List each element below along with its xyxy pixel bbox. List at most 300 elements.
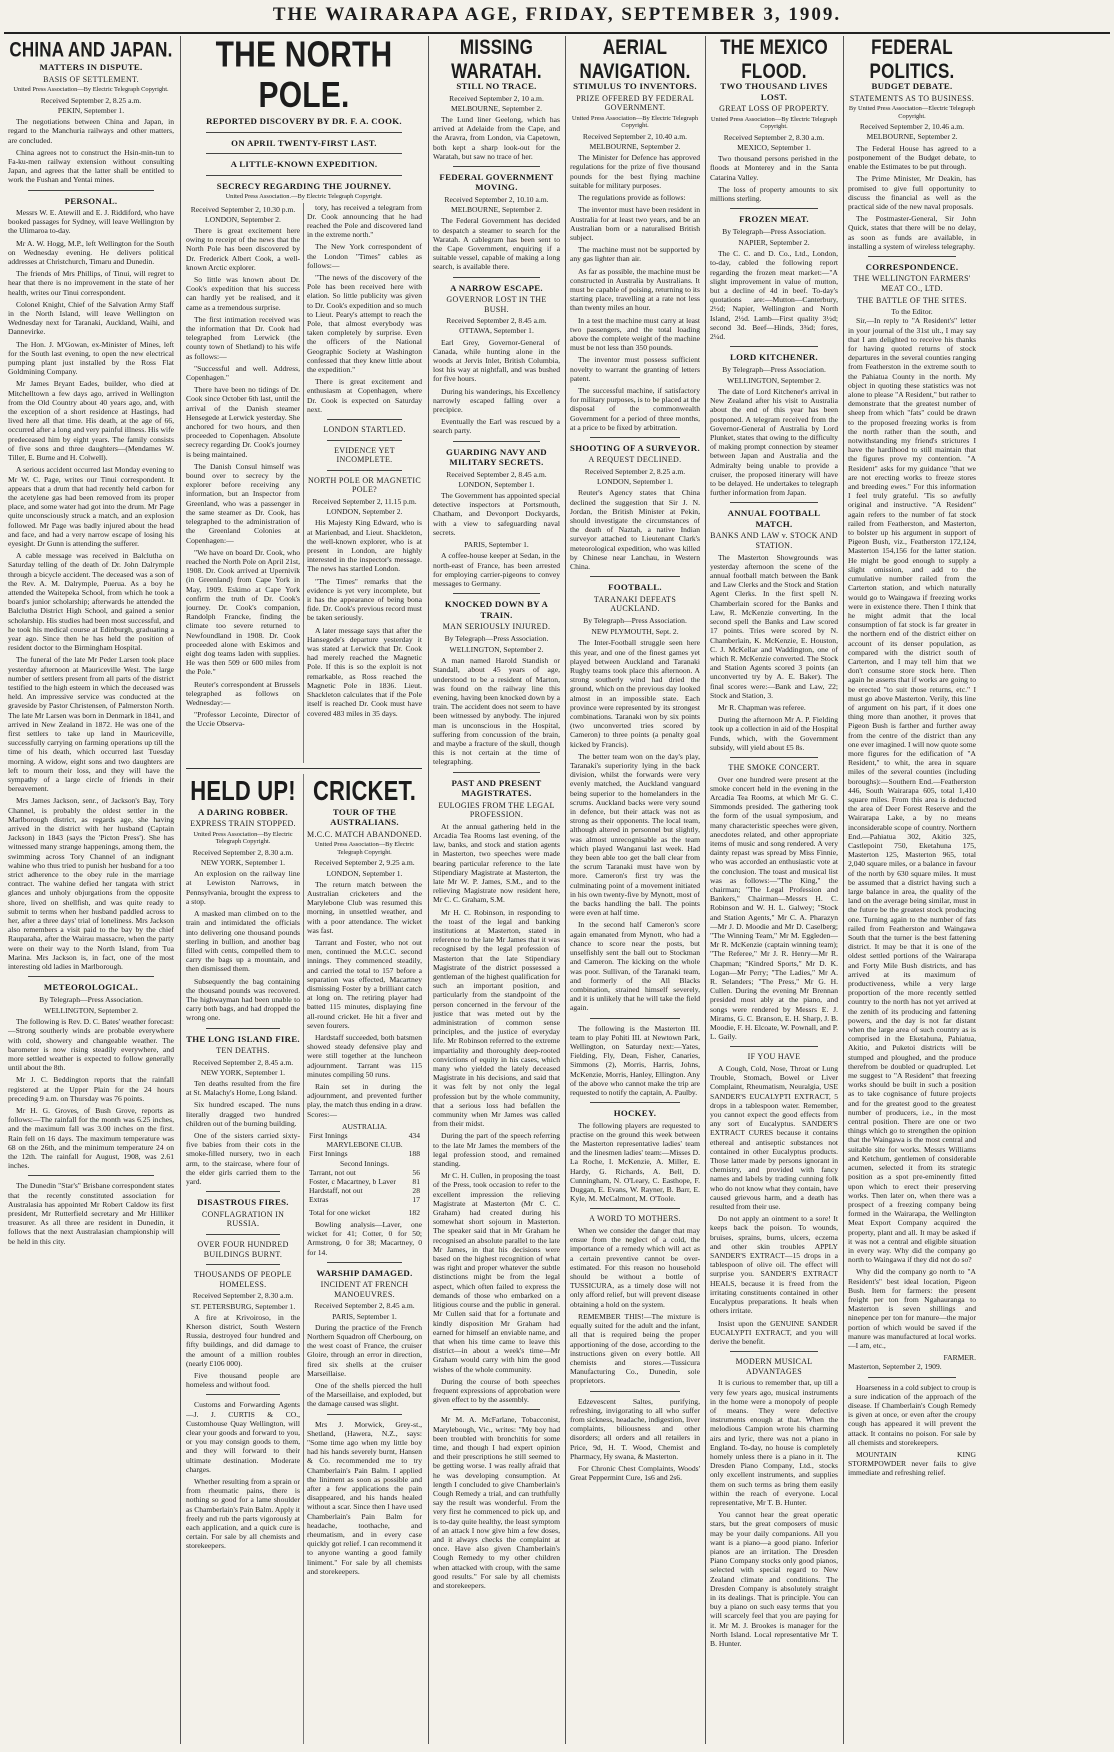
divider: [868, 1377, 956, 1378]
divider: [327, 1262, 402, 1263]
article-paragraph: The C. C. and D. Co., Ltd., London, to-day, cabled the following report regarding the frozen meat market:—"A slight improvement in value of mutton, but a decline of 4d in beef. To-day's quotations are:—Mutton—Canterbury, 2½d; Napier, Wellington and North Island, 2½d. Lamb—First quality 3½d; second 3d. Beef—Hinds, 3¾d; fores, 2¼d.: [710, 249, 838, 341]
article-paragraph: The date of Lord Kitchener's arrival in New Zealand after his visit to Australia about the end of this year has been postponed. A telegram received from the Governor-General of Australia by Lord Plunket, states that owing to the difficulty of making prompt connection by steamer between Japan and Australia and the Admiralty being unable to provide a cruiser, the proposed itinerary will have to be delayed. He undertakes to telegraph further information from Japan.: [710, 387, 838, 498]
section-heading-disastrous-fires: DISASTROUS FIRES.: [197, 1197, 289, 1208]
score-value: 17: [412, 1195, 420, 1205]
article-paragraph: The Government has appointed special detective inspectors at Portsmouth, Chatham, and Devonport Dockyards, with a view to safeguarding naval secrets.: [433, 491, 560, 537]
article-paragraph: The Hon. J. M'Gowan, ex-Minister of Mines, left for the South last evening, to open the new electrical pumping plant just installed by the Ross Flat Goldmining Company.: [8, 339, 174, 377]
place-line: NEW YORK, September 1.: [200, 858, 286, 868]
article-paragraph: The first intimation received was the information that Dr. Cook had telegraphed from Lerwick (the county town of Shetland) to his wife as follows:—: [186, 314, 300, 361]
article-paragraph: The successful machine, if satisfactory for military purposes, is to be placed at the disposal of the commonwealth Government for a period of three months, at a price to be fixed by arbitration.: [570, 385, 700, 432]
column-china-japan: [8, 36, 174, 1744]
subhead: BUDGET DEBATE.: [871, 81, 953, 91]
dateline: Received September 2, 8.25 a.m.: [584, 467, 686, 477]
article-paragraph: "Professor Lecointe, Director of the Uccie Observa-: [186, 710, 300, 729]
section-heading-guarding-secrets: GUARDING NAVY AND MILITARY SECRETS.: [446, 446, 547, 468]
article-paragraph: In the second half Cameron's score again emanated from Mynott, who had a chance to score near the posts, but unselfishly sent the ball out to Stockman and Cameron. The kicking on the whole was poor. Sullivan, of the Taranaki team, and formerly of the All Blacks combination, strained himself severely, and it is unlikely that he will take the field again.: [570, 920, 700, 1013]
dateline: Received September 2, 8.30 a.m.: [192, 847, 294, 857]
advertisement-paragraph: Edzevescent Saltes, purifying, refreshing, invigorating to all who suffer from sickness, headache, indigestion, liver complaints, biliousness and other disorders; all orders and all retailers in Price, 9d, H. T. Wood, Chemist and Pharmacy, Hy swana, & Masterton.: [570, 1396, 700, 1461]
place-line: ST. PETERSBURG, September 1.: [190, 1301, 296, 1311]
score-row: [307, 1195, 422, 1204]
place-line: LONDON, September 2.: [205, 214, 281, 224]
letter-signature: FARMER.: [943, 1353, 976, 1363]
subcolumn-right: [307, 203, 422, 763]
subhead: A REQUEST DECLINED.: [588, 455, 682, 465]
score-label: First Innings: [309, 1131, 348, 1141]
dateline: Received September 2, 8.45 a.m.: [446, 469, 547, 479]
subhead: TEN DEATHS.: [216, 1046, 270, 1056]
article-paragraph: The negotiations between China and Japan, in regard to the Manchuria railways and other matters, are concluded.: [8, 117, 174, 145]
subhead: THE BATTLE OF THE SITES.: [857, 295, 967, 305]
article-paragraph: China agrees not to construct the Hsin-min-tun to Fa-ku-men railway extension without consulting Japan, and agrees that the latter shall be entitled to work the Fushan and Yentai mines.: [8, 147, 174, 185]
article-paragraph: His Majesty King Edward, who is at Marienbad, and Lieut. Shackleton, the well-known explorer, who is at present in London, are highly interested in the inspector's message. The news has startled London.: [307, 518, 422, 574]
article-paragraph: During the course of both speeches frequent expressions of approbation were given effect to by the assembly.: [433, 1376, 560, 1405]
team-name: MARYLEBONE CLUB.: [326, 1140, 403, 1150]
subhead: STATEMENTS AS TO BUSINESS.: [849, 93, 975, 103]
section-heading-meteorological: METEOROLOGICAL.: [43, 982, 139, 993]
section-heading-surveyor: SHOOTING OF A SURVEYOR.: [570, 442, 700, 453]
column-mexico-flood: [710, 36, 838, 1744]
headline-missing-waratah: MISSING WARATAH.: [451, 36, 542, 83]
advertisement-paragraph: Customs and Forwarding Agents—J. J. CURTIS & CO., Customhouse Quay Wellington, will clear your goods and forward to you, or you may consign goods to them, and they will forward to their ultimate destination. Moderate charges.: [186, 1400, 300, 1474]
divider: [453, 1409, 540, 1410]
article-paragraph: As far as possible, the machine must be constructed in Australia by Australians. It must be capable of poising, returning to its starting place, travelling at a rate not less than twenty miles an hour.: [570, 266, 700, 313]
article-paragraph: "We have on board Dr. Cook, who reached the North Pole on April 21st, 1908. Dr. Cook arrived at Upernivik (in Greenland) from Cape York in May, 1909. Eskimo at Cape York confirm the truth of Dr. Cook's journey. Dr. Cook's companion, Randolph Francke, finding the climate too severe returned to Newfoundland in 1908. Dr. Cook proceeded alone with Eskimos and eight dog teams laden with supplies. He was then 509 or 600 miles from the Pole.": [186, 547, 300, 677]
subcolumn-held-up: [186, 774, 300, 1744]
article-paragraph: During his wanderings, his Excellency narrowly escaped falling over a precipice.: [433, 386, 560, 415]
divider: [327, 470, 402, 471]
subhead: MAN SERIOUSLY INJURED.: [442, 622, 551, 632]
article-paragraph: Messrs W. E. Atewill and E. J. Riddiford, who have booked passages for Sydney, will leave Wellington by the Ulimaroa to-day.: [8, 208, 174, 236]
subhead: EULOGIES FROM THE LEGAL PROFESSION.: [438, 800, 555, 820]
article-paragraph: "Successful and well. Address, Copenhagen.": [186, 363, 300, 383]
dateline: Received September 2, 8.30 a.m.: [723, 132, 825, 142]
article-paragraph: The friends of Mrs Phillips, of Tinui, will regret to hear that there is no improvement in the state of her health, writes our Tinui correspondent.: [8, 269, 174, 297]
divider: [730, 1351, 818, 1352]
article-paragraph: Reuter's correspondent at Brussels telegraphed as follows on Wednesday:—: [186, 679, 300, 707]
article-paragraph: The Postmaster-General, Sir John Quick, states that there will be no delay, as soon as funds are available, in installing a system of wireless telegraphy.: [848, 214, 976, 251]
advertisement-paragraph: REMEMBER THIS!—The mixture is equally suited for the adult and the infant, all that is required being the proper apportioning of the dose, according to the instructions given on every bottle. All chemists and stores.—Tussicura Manufacturing Co., Dunedin, sole proprietors.: [570, 1311, 700, 1386]
subhead: THE SMOKE CONCERT.: [728, 762, 820, 772]
subhead: TARANAKI DEFEATS AUCKLAND.: [593, 594, 677, 614]
subhead: EVIDENCE YET INCOMPLETE.: [334, 445, 395, 465]
dateline: Received September 2, 8.45 a.m.: [192, 1057, 294, 1067]
score-row: [307, 1177, 422, 1186]
article-paragraph: Mr H. C. Robinson, in responding to the toast of the legal and banking institutions at Masterton, stated in reference to the late Mr James that it was recognised by the legal profession of Masterton that the late Stipendiary Magistrate of the district possessed a gentleman of the highest qualification for such an important position, and particularly from the standpoint of the person concerned in the fervour of the justice that was meted out by the administration of common sense principles, and the justice of everyday life. Mr Robinson referred to the extreme impartiality and thoroughly deep-rooted convictions of equity in his cases, which many who yielded the lately deceased Magistrate in his decisions, and said that it was felt by not only the legal profession but by the whole community, that a serious loss had befallen the community when Mr James was called from their midst.: [433, 907, 560, 1129]
article-paragraph: Mr J. C. Beddington reports that the rainfall registered at the Upper Plain for the 24 hours preceding 9 a.m. on Thursday was 76 points.: [8, 1075, 174, 1103]
article-paragraph: "The news of the discovery of the Pole has been received here with elation. So little publicity was given to Dr. Cook's expedition and so much to Lieut. Peary's attempt to reach the Pole, that almost everybody was taken completely by surprise. Even the officers of the National Geographic Society at Washington confessed that they knew little about the expedition.": [307, 273, 422, 375]
advertisement-paragraph: Mrs J. Morwick, Grey-st., Shetland, (Hawera, N.Z., says: "Some time ago when my little boy had his hands severely burnt, Hansen & Co. recommended me to try Chamberlain's Pain Balm. I applied the liniment as soon as possible and after a few applications the pain disappeared, and his hands healed without a scar. Since then I have used Chamberlain's Pain Balm for headache, toothache, and rheumatism, and in every case quickly got relief. I can recommend it to anyone wanting a good family liniment." For sale by all chemists and storekeepers.: [307, 1419, 422, 1576]
divider: [590, 1208, 680, 1209]
article-paragraph: Two thousand persons perished in the floods at Monterey and in the Santa Catarina Valley.: [710, 154, 838, 182]
advertisement-paragraph: Mr M. A. McFarlane, Tobacconist, Marylebough, Vic., writes: "My boy had been troubled with bronchitis for some time, and though I had expert opinion and their prescriptions he still seemed to be getting worse. I was really afraid that he was developing consumption. At length I concluded to give Chamberlain's Cough Remedy a trial, and can truthfully say the result was wonderful. From the very first he commenced to pick up, and is to-day quite healthy, the least symptom of an attack I now give him a few doses, and it always checks the complaint at once. Have also given Chamberlain's Cough Remedy to my other children when attacked with croup, with the same good results." For sale by all chemists and storekeepers.: [433, 1415, 560, 1590]
article-paragraph: The following players are requested to practise on the ground this week between the Masterton representative ladies' team and the linesmen ladies' team:—Misses D. La Roche, I. McKenzie, A. Miller, E. Hardy, G. Richards, A. Bell, D. Cunningham, N. O'Leary, C. Easthope, F. Duggan, E. Evans, W. Rayner, B. Barr, E. Kyle, M. McCalmont, M. O'Toole.: [570, 1120, 700, 1204]
divider: [206, 1394, 280, 1395]
dateline: Received September 2, 8.30 a.m.: [192, 1291, 294, 1301]
divider: [206, 1264, 280, 1265]
subhead: BANKS AND LAW v. STOCK AND STATION.: [710, 531, 838, 551]
subcolumn-rule: [303, 203, 304, 763]
article-paragraph: The return match between the Australian cricketers and the Marylebone Club was resumed this morning, in unsettled weather, and with a poor attendance. The wicket was fast.: [307, 879, 422, 935]
article-paragraph: Ten deaths resulted from the fire at St. Malachy's Home, Long Island.: [186, 1079, 300, 1098]
article-paragraph: The Federal House has agreed to a postponement of the Budget debate, to enable the Estimates to be put through.: [848, 143, 976, 172]
dateline: Received September 2, 8.25 a.m.: [40, 95, 142, 105]
subhead: OVER FOUR HUNDRED BUILDINGS BURNT.: [197, 1239, 289, 1259]
article-paragraph: Tarrant and Foster, who not out men, continued the M.C.C. second innings. They commenced steadily, and carried the total to 157 before a separation was effected, Macartney dismissing Foster by a brilliant catch at long on. The retiring player had batted 115 minutes, displaying fine all-round cricket. He hit a fiver and seven fourers.: [307, 938, 422, 1030]
article-paragraph: So little was known about Dr. Cook's expedition that his success can hardly yet be realised, and it came as a tremendous surprise.: [186, 275, 300, 312]
score-value: 188: [408, 1149, 420, 1159]
divider: [453, 277, 540, 278]
article-paragraph: The funeral of the late Mr Peder Larsen took place yesterday afternoon at Mauriceville West. The large number of settlers present from all parts of the district testified to the high esteem in which the deceased was held. An impressive service was conducted at the graveside by Pastor Christensen, of Palmerston North. The late Mr Larsen was born in Denmark in 1841, and arrived in New Zealand in 1872. He was one of the first settlers to take up land in Mauriceville, successfully carrying on farming operations up till the time of his death, which occurred last Tuesday morning. A widow, eight sons and two daughters are left to mourn their loss, and they will have the sympathy of a large circle of friends in their bereavement.: [8, 655, 174, 794]
article-paragraph: A later message says that after the Hansegede's departure yesterday it was stated at Lerwick that Dr. Cook had merely reached the Magnetic Pole. If this is so the exploit is not remarkable, as Ross reached the Magnetic Pole in 1836. Lieut. Shackleton calculates that if the Pole itself is reached Dr. Cook must have covered 483 miles in 35 days.: [307, 625, 422, 718]
subcolumn-cricket: [307, 774, 422, 1744]
advertisement-paragraph: It is curious to remember that, up till a very few years ago, musical instruments in the home were a monopoly of people of means. They were defective instruments enough at that. When the melodious Campion wrote his charming airs and lyric, there was not a piano in England. To-day, no house is completely homely unless there is a piano in it. The Dresden Piano Company, Ltd., stocks only excellent instruments, and supplies them on such terms as bring them easily within the reach of everyone. Local representative, Mr T. B. Hunter.: [710, 1378, 838, 1507]
advertisement-paragraph: Insist upon the GENUINE SANDER EUCALYPTI EXTRACT, and you will derive the benefit.: [710, 1318, 838, 1346]
divider: [590, 576, 680, 577]
section-heading-magistrates: PAST AND PRESENT MAGISTRATES.: [451, 777, 542, 799]
subhead: A LITTLE-KNOWN EXPEDITION.: [230, 159, 378, 169]
section-heading-narrow-escape: A NARROW ESCAPE.: [450, 282, 543, 293]
dateline: Received September 2, 10.40 a.m.: [582, 131, 688, 141]
byline: United Press Association—By Electric Telegraph Copyright.: [314, 841, 415, 856]
divider: [206, 175, 402, 176]
article-paragraph: The Minister for Defence has approved regulations for the prize of five thousand pounds for the best flying machine suitable for military purposes.: [570, 153, 700, 190]
article-paragraph: A coffee-house keeper at Sedan, in the north-east of France, has been arrested for employing carrier-pigeons to convey messages to Germany.: [433, 551, 560, 588]
subhead: CONFLAGRATION IN RUSSIA.: [201, 1209, 285, 1229]
article-paragraph: The loss of property amounts to six millions sterling.: [710, 184, 838, 203]
article-paragraph: The following is the Masterton III. team to play Pohiti III. at Newtown Park, Wellington, on Saturday next:—Yates, Fielding, Fly, Dean, Fisher, Canaries, Simmons (2), Morris, Harris, Johns, McKenzie, Morris, Hanley, Ellington. Any of the above who cannot make the trip are requested to notify the captain, A. Paulby.: [570, 1023, 700, 1097]
article-paragraph: The New York correspondent of the London "Times" cables as follows:—: [307, 242, 422, 270]
subhead: GOVERNOR LOST IN THE BUSH.: [446, 295, 547, 314]
dateline: Received September 2, 9.25 a.m.: [314, 858, 415, 868]
subhead: ON APRIL TWENTY-FIRST LAST.: [231, 137, 377, 148]
section-heading-knocked-down: KNOCKED DOWN BY A TRAIN.: [444, 599, 549, 620]
place-line: LONDON, September 1.: [597, 477, 673, 487]
divider: [327, 419, 402, 420]
article-paragraph: The machine must not be supported by any gas lighter than air.: [570, 245, 700, 264]
divider: [453, 772, 540, 773]
letter-paragraph: Sir,—In reply to "A Resident's" letter in your journal of the 31st ult., I may say that I am delighted to receive his thanks for having quoted returns of stock departures in the several counties ranging from Featherston in the extreme south to the Pahiatua County in the north. My object in quoting these statistics was not alone to please "A Resident," but rather to demonstrate that the greatest number of sheep from which "fats" could be drawn to the proposed freezing works is from the north rather than the south, and notwithstanding my friend's strictures I have the hardihood to still maintain that the figures prove my contention. "A Resident" asks for my guidance "that we are not erecting works to freeze stores and breeding ewes." For this information I feel truly grateful. 'Tis so awfully original and instructive. "A Resident" again refers to the number of fat stock railed from Featherston, and Masterton, to bolster up his argument in support of Pigeon Bush, viz., Featherston 172,124, Masterton 154,156 for the latter station. He might be good enough to supply a slight omission, and add to the cumulative number railed from the Carterton station, and which naturally would go to Waingawa if freezing works were in existence there. Then I think that he might admit that the local consumption of fat stock is far greater in the northern end of the district either on account of its denser population, as compared with the district south of Carterton, and I may tell him that we don't consume store stock here. Then again he asserts that if works are going to be erected "to suit those returns, etc." I must go above Masterton. Verily, this line of argument on his part, if it does one thing more than another, it proves that Pigeon Bush is farther and further away from the centre of the district than any one ever imagined. I will now quote some more figures for the edification of "A Resident," to whit, the area in square miles of the several counties (including boroughs):—Southern End.—Featherston 446, South Wairarapa 605, total 1,410 square miles. From this area is deducted the area of Deer Forest Reserve and the Wairarapa Lake, a by no means inconsiderable scope of country. Northern End.—Pahiatua 302, Akitio 325, Castlepoint 750, Eketahuna 175, Masterton 125, Masterton 965, total 2,040 square miles, or a balance in favour of the north by 630 square miles. It must be assumed that a district having such a large balance in area, the quality of the land on the average being similar, must in the future be the greatest stock producing one. Turning again to the number of fats railed from Featherston and Waingawa South that the turner is the best fattening district. It may be that it is one of the oldest settled portions of the Wairarapa and Forty Mile Bush districts, and has arrived at its maximum of productiveness, while a very large proportion of the more recently settled country to the north has not yet arrived at the zenith of its producing and fattening powers, and the day is not far distant when the large area of such country as is comprised in the Eketahuna, Pahiatua, Akitio, and Puketoi districts will be stumped and ploughed, and the produce therefrom be doubled or quadrupled. Let me suggest to "A Resident" that freezing works should be built in such a position as to take cognisance of future projects and for the greatest good to the greatest number of producers, i.e., in the most central position. There are one or two things which go to strengthen the opinion that the Waingawa is the most central and suitable site for works. Messrs Williams and Ketchum, gentlemen of considerable acumen, selected it from its strategic position as a spot pre-eminently fitted upon which to erect their preserving works. Then later on, when there was a prospect of a freezing company being formed in the Wairarapa, the Wellington Meat Export Company acquired the property, plant and all. It may be asked if it was not a central and eligible situation in every way. Why did the company go north to Waingawa if they did not do so?: [848, 316, 976, 1265]
score-total-row: [307, 1208, 422, 1217]
byline: United Press Association—By Electric Telegraph Copyright.: [710, 115, 838, 131]
article-paragraph: The Danish Consul himself was bound over to secrecy by the explorer before receiving any information, but an Inspector from Greenland, who was a passenger in the same steamer as Dr. Cook, has telegraphed to the administration of the Greenland Colonies at Copenhagen:—: [186, 461, 300, 545]
byline: By Telegraph—Press Association.: [583, 615, 687, 625]
article-paragraph: The inventor must have been resident in Australia for at least two years, and be an Australian born or a naturalised British subject.: [570, 205, 700, 242]
dateline: Received September 2, 8.45 a.m.: [314, 1301, 415, 1311]
subhead: THE WELLINGTON FARMERS' MEAT CO., LTD.: [853, 274, 971, 294]
byline: By Telegraph—Press Association.: [722, 226, 826, 236]
advertisement-paragraph: A Cough, Cold, Nose, Throat or Lung Trouble, Stomach, Bowel or Liver Complaint, Rheumatism, Neuralgia, USE SANDER'S EUCALYPTI EXTRACT, 5 drops in a tablespoon water. Remember, you cannot expect the good effects from any sort of Eucalyptus. SANDER'S EXTRACT CURES because it contains ethereal and antiseptic substances not contained in other Eucalyptus products. Those latter made by persons ignorant in chemistry, and provided with fancy names and labels by trading cunning folk who do not know what they contain, have caused grievous harm, and a death has resulted from their use.: [710, 1064, 838, 1212]
subhead: INCIDENT AT FRENCH MANOEUVRES.: [320, 1280, 409, 1299]
article-paragraph: The Federal Government has decided to despatch a steamer to search for the Waratah. A cablegram has been sent to the Cape Government, enquiring if a suitable vessel, capable of making a long search, is available there.: [433, 216, 560, 272]
headline-held-up: HELD UP!: [190, 774, 296, 806]
score-value: 56: [412, 1167, 420, 1177]
place-line: PARIS, September 1.: [332, 1311, 397, 1321]
subhead: NORTH POLE OR MAGNETIC POLE?: [307, 475, 421, 495]
section-heading-long-island-fire: THE LONG ISLAND FIRE.: [186, 1033, 300, 1044]
byline: United Press Association—By Electric Telegraph Copyright.: [13, 86, 169, 94]
section-heading-federal-government: FEDERAL GOVERNMENT MOVING.: [439, 171, 554, 193]
divider: [28, 976, 154, 977]
place-line: WELLINGTON, September 2.: [727, 375, 821, 385]
score-value: 28: [412, 1186, 420, 1196]
article-paragraph: The following is Rev. D. C. Bates' weather forecast:—Strong southerly winds are probable everywhere with cold, showery and changeable weather. The barometer is now rising steadily everywhere, and more settled weather is expected to follow generally until about the 8th.: [8, 1017, 174, 1073]
place-line: LONDON, September 1.: [326, 868, 403, 878]
article-paragraph: Mr C. H. Cullen, in proposing the toast of the Press, took occasion to refer to the excellent impression the relieving Magistrate at Masterton (Mr C. C. Graham) had created during his somewhat short sojourn in Masterton. The speaker said that in Mr Graham he recognised an absolute parallel to the late Mr James, in that his decisions were based on the highest recognition of what was right and proper whatever the subtle distinctions might be from the legal aspect, which often failed to express the demands of those who embarked on a litigious course and the public in general. Mr Cullen said that for a fortunate and kindly disposition Mr Graham had earned for himself an enviable name, and that when his time came to leave this district—in about a week's time—Mr Graham would carry with him the good wishes of the whole community.: [433, 1171, 560, 1374]
score-label: First Innings: [309, 1149, 348, 1159]
advertisement-paragraph: Hoarseness in a cold subject to croup is a sure indication of the approach of the disease. If Chamberlain's Cough Remedy is given at once, or even after the croupy cough has appeared it will prevent the attack. It contains no poison. For sale by all chemists and storekeepers.: [848, 1382, 976, 1447]
dateline: Received September 2, 11.15 p.m.: [312, 497, 417, 507]
article-paragraph: Mr R. Chapman was referee.: [718, 702, 806, 712]
place-line: LONDON, September 1.: [458, 479, 535, 489]
article-paragraph: tory, has received a telegram from Dr. Cook announcing that he had reached the Pole and discovered land in the extreme north.": [307, 202, 422, 240]
article-paragraph: The better team won on the day's play, Taranaki's superiority lying in the back division, whilst the forwards were very evenly matched, the Auckland vanguard being superior to the homelanders in the scrums. Auckland backs were very sound in defence, but their attack was not as strong as their opponents. The local team, although altered in personnel but slightly, was almost unrecognisable as the team which played Wanganui last week. Had they been able too get the ball clear from the scrum Taranaki must have won by more. Cameron's first try was the culminating point of a movement initiated in his own twenty-five by Mynott, most of the backs handling the ball. The points were even at half time.: [570, 751, 700, 918]
article-paragraph: Five thousand people are homeless and without food.: [186, 1370, 300, 1390]
article-paragraph: Eventually the Earl was rescued by a search party.: [433, 417, 560, 436]
article-paragraph: In a test the machine must carry at least two passengers, and the total loading above the complete weight of the machine must be not less than 350 pounds.: [570, 315, 700, 353]
score-label: Hardstaff, not out: [309, 1186, 363, 1196]
subhead: STILL NO TRACE.: [456, 81, 537, 91]
article-paragraph: The Lund liner Geelong, which has arrived at Adelaide from the Cape, and the Aravra, from London, via Capetown, both kept a sharp look-out for the Waratah, but saw no trace of her.: [433, 114, 560, 161]
subhead: M.C.C. MATCH ABANDONED.: [307, 829, 422, 839]
place-line: LONDON, September 2.: [326, 507, 403, 517]
byline: By Telegraph—Press Association.: [444, 633, 549, 643]
subhead: STIMULUS TO INVENTORS.: [573, 81, 697, 91]
section-heading-correspondence: CORRESPONDENCE.: [865, 261, 959, 272]
score-label: Tarrant, not out: [309, 1167, 356, 1177]
headline-north-pole: THE NORTH POLE.: [215, 36, 393, 116]
place-line: NEW PLYMOUTH, Sept. 2.: [591, 627, 679, 637]
section-heading-football: FOOTBALL.: [608, 582, 662, 593]
divider: [327, 440, 402, 441]
divider: [730, 757, 818, 758]
dateline: Received September 2, 10 a.m.: [449, 93, 544, 103]
column-rule: [180, 36, 181, 1744]
article-paragraph: The Inter-Football struggle seen here this year, and one of the finest games yet played between Auckland and Taranaki Rugby teams took place this afternoon. A strong southerly wind had dried the ground, which on the previous day looked almost in an impossible state. Each province were represented by its strongest combinations. Taranaki won by six points (two unconverted tries scored by Cameron) to three points (a penalty goal kicked by Francis).: [570, 638, 700, 749]
column-rule: [565, 36, 566, 1744]
article-paragraph: Rain set in during the adjournment, and prevented further play, the match thus ending in a draw. Scores:—: [307, 1082, 422, 1119]
article-paragraph: A serious accident occurred last Monday evening to Mr W. C. Page, writes our Tinui correspondent. It appears that a drum that had recently held carbon for the acetylene gas had been removed from its proper place, and some water had got into the drum. Mr Page quite unconsciously struck a match, and an explosion followed. Mr Page was badly injured about the head and face, and had a very narrow escape of losing his eyesight. Dr Gunn is attending the sufferer.: [8, 465, 174, 548]
subhead: A WORD TO MOTHERS.: [589, 1214, 681, 1224]
score-row: [307, 1149, 422, 1158]
subhead: IF YOU HAVE: [747, 1052, 801, 1062]
divider: [206, 1028, 280, 1029]
article-paragraph: There have been no tidings of Dr. Cook since October 6th last, until the arrival of the Danish steamer Hensegede at Lerwick yesterday. She anchored for two hours, and then proceeded to Copenhagen. Absolute secrecy regarding Dr. Cook's journey is being maintained.: [186, 385, 300, 459]
byline: By Telegraph—Press Association.: [722, 364, 826, 374]
advertisement-paragraph: Whether resulting from a sprain or from rheumatic pains, there is nothing so good for a lame shoulder as Chamberlain's Pain Balm. Apply it freely and rub the parts vigorously at each application, and a quick cure is certain. For sale by all chemists and storekeepers.: [186, 1476, 300, 1551]
subhead: TOUR OF THE AUSTRALIANS.: [330, 806, 399, 828]
divider: [453, 593, 540, 594]
subhead: EXPRESS TRAIN STOPPED.: [190, 819, 296, 829]
divider: [590, 1018, 680, 1019]
score-value: 182: [408, 1207, 420, 1217]
article-paragraph: At the annual gathering held in the Arcadia Tea Rooms last evening, of the law, banks, and stock and station agents in Masterton, two speeches were made bearing particular reference to the late Stipendiary Magistrate at Masterton, the late Mr W. P. James, S.M., and to the relieving Magistrate now resident here, Mr C. C. Graham, S.M.: [433, 821, 560, 905]
section-heading-lord-kitchener: LORD KITCHENER.: [729, 352, 819, 363]
divider: [730, 346, 818, 347]
divider: [453, 166, 540, 167]
section-heading-hockey: HOCKEY.: [613, 1108, 657, 1119]
divider: [206, 153, 402, 154]
column-north-pole: [186, 36, 422, 1744]
subhead: BASIS OF SETTLEMENT.: [43, 74, 139, 84]
north-pole-body: [186, 203, 422, 763]
masthead-rule: [4, 32, 1110, 34]
dateline: Received September 2, 10.10 a.m.: [444, 194, 549, 204]
subhead: THOUSANDS OF PEOPLE HOMELESS.: [194, 1270, 292, 1289]
divider: [327, 1414, 402, 1415]
article-paragraph: Mr James Bryant Eades, builder, who died at Mitchelltown a few days ago, arrived in Wellington from the Old Country about 40 years ago, and, with the exception of a short residence at Hastings, had lived here all that time. His death, at the age of 66, occurred after a long and very painful illness. His wife predeceased him by eight years. The family consists of five sons and three daughters—(Mendames W. Tiller, E. Burne and H. Colwell).: [8, 379, 174, 463]
divider: [730, 502, 818, 503]
byline: By United Press Association—Electric Telegraph Copyright.: [848, 105, 976, 120]
letter-paragraph: Why did the company go north to "A Resident's" best ideal location, Pigeon Bush. Item for farmers: the present freight per ton from Ngahauranga to Masterton is seven shillings and ninepence per ton for manure—the major portion of which would be saved if the manure was manufactured at local works.—I am, etc.,: [848, 1267, 976, 1350]
column-federal-politics: [848, 36, 1106, 1744]
article-paragraph: An explosion on the railway line at Lewiston Narrows, in Pennsylvania, brought the express to a stop.: [186, 869, 300, 906]
advertisement-paragraph: MOUNTAIN KING STORMPOWDER never fails to give immediate and refreshing relief.: [848, 1449, 976, 1478]
article-paragraph: Six hundred escaped. The nuns literally dragged two hundred children out of the burning building.: [186, 1100, 300, 1128]
article-paragraph: During the part of the speech referring to the late Mr James the members of the legal profession stood, and remained standing.: [433, 1131, 560, 1169]
place-line: PARIS, September 1.: [464, 540, 529, 550]
subhead: MODERN MUSICAL ADVANTAGES: [735, 1357, 813, 1376]
column-rule: [705, 36, 706, 1744]
article-paragraph: The regulations provide as follows:: [578, 193, 686, 203]
subhead: SECRECY REGARDING THE JOURNEY.: [216, 180, 392, 191]
divider: [590, 437, 680, 438]
subhead: REPORTED DISCOVERY BY DR. F. A. COOK.: [206, 116, 402, 126]
article-paragraph: "The Times" remarks that the evidence is yet very incomplete, but it has the appearance of being bona fide. Dr. Cook's previous record must be taken seriously.: [307, 576, 422, 623]
subhead: LONDON STARTLED.: [323, 425, 406, 435]
salutation: To the Editor.: [891, 307, 933, 317]
column-rule: [428, 36, 429, 1744]
subcolumn-left: [186, 203, 300, 763]
divider: [206, 1234, 280, 1235]
place-line: MELBOURNE, September 2.: [450, 205, 543, 215]
divider: [730, 208, 818, 209]
article-paragraph: During the afternoon Mr A. P. Fielding took up a collection in aid of the Hospital Funds, which, with the Government subsidy, will yield about £5 8s.: [710, 715, 838, 752]
divider: [28, 1175, 154, 1176]
place-line: OTTAWA, September 1.: [459, 326, 534, 336]
dateline: Received September 2, 10.30 p.m.: [190, 204, 296, 214]
article-paragraph: One of the sisters carried sixty-five babies from their cots in the smoke-filled nursery, two in each arm, to the staircase, where four of the elder girls carried them to the yard.: [186, 1131, 300, 1187]
subhead: MATTERS IN DISPUTE.: [39, 62, 143, 72]
divider: [590, 1102, 680, 1103]
article-paragraph: A cable message was received in Balclutha on Saturday telling of the death of Dr. John Dalrymple through a bicycle accident. The deceased was a son of the Rev. A. M. Dalrymple, Puerua. As a boy he attended the Waitepeka School, from which he took a board's junior scholarship; afterwards he attended the Balclutha District High School, and gained a senior scholarship. His studies had been most successful, and he took his medical course at Edinburgh, graduating a year ago. Since then he has held the position of resident doctor to the Birmingham Hospital.: [8, 551, 174, 653]
subhead: PRIZE OFFERED BY FEDERAL GOVERNMENT.: [576, 93, 694, 113]
article-paragraph: Mr A. W. Hogg, M.P., left Wellington for the South on Wednesday evening. He delivers political addresses at Christchurch, Timaru and Dunedin.: [8, 238, 174, 267]
dateline: Received September 2, 10.46 a.m.: [859, 122, 965, 132]
article-paragraph: A man named Harold Standish or Standall, about 45 years of age, understood to be a resident of Marton, was found on the railway line this evening, having been knocked down by a train. The accident does not seem to have been witnessed by anybody. The injured man is unconscious in the Hospital, suffering from concussion of the brain, and maybe a fracture of the skull, though this is not certain at the time of telegraphing.: [433, 656, 560, 767]
article-paragraph: Hardstaff succeeded, both batsmen showed steady defensive play and were still together at the luncheon adjournment. Tarrant was 115 minutes compiling 50 runs.: [307, 1033, 422, 1079]
subcolumn-rule: [303, 774, 304, 1744]
article-paragraph: There is great excitement here owing to receipt of the news that the North Pole has been discovered by Dr. Frederick Albert Cook, a well-known Arctic explorer.: [186, 226, 300, 272]
byline: By Telegraph—Press Association.: [39, 994, 143, 1004]
article-paragraph: Colonel Knight, Chief of the Salvation Army Staff in the North Island, will leave Wellington on Wednesday next for Taranaki, Auckland, Waihi, and Dannevirke.: [8, 299, 174, 337]
divider: [453, 441, 540, 442]
article-paragraph: Mr H. G. Groves, of Bush Grove, reports as follows:—The rainfall for the month was 6.25 inches, and the maximum fall was 3.00 inches on the first. Rain fell on 16 days. The maximum temperature was 68 on the 26th, and the minimum temperature 24 on the 12th. The rainfall for August, 1908, was 2.61 inches.: [8, 1106, 174, 1171]
article-paragraph: A masked man climbed on to the train and intimidated the officials into delivering one thousand pounds sterling in bullion, and another bag filled with cents, compelled them to carry the bags up a mountain, and then dismissed them.: [186, 909, 300, 974]
subhead: GREAT LOSS OF PROPERTY.: [719, 104, 829, 113]
team-name: AUSTRALIA.: [342, 1121, 387, 1131]
place-line: PEKIN, September 1.: [57, 105, 125, 115]
article-paragraph: Reuter's Agency states that China declined the suggestion that Sir J. N. Jordan, the British Minister at Pekin, should investigate the circumstances of the death of Naztah, a native Indian surveyor attached to Lieutenant Clark's meteorological expedition, who was killed by Chinese near Lanchau, in Western China.: [570, 488, 700, 572]
dateline: Received September 2, 8.45 a.m.: [446, 316, 547, 326]
score-value: 434: [408, 1131, 420, 1141]
score-value: 81: [412, 1177, 420, 1187]
byline: United Press Association—By Electric Telegraph Copyright.: [571, 114, 699, 130]
article-paragraph: The Dunedin "Star's" Brisbane correspondent states that the recently constituted association for Australasia has appointed Mr Robert Caldow its first president, Mr Rutterfield secretary and Mr Hilliker treasurer. As all three are resident in Dunedin, it follows that the next Australasian championship will be held in this city.: [8, 1181, 174, 1246]
newspaper-masthead: THE WAIRARAPA AGE, FRIDAY, SEPTEMBER 3, 1909.: [272, 4, 842, 25]
score-label: Total for one wicket: [309, 1207, 371, 1217]
federal-politics-block: [848, 36, 976, 1481]
headline-aerial-navigation: AERIAL NAVIGATION.: [579, 36, 691, 83]
score-row: [307, 1186, 422, 1195]
subhead: TWO THOUSAND LIVES LOST.: [720, 81, 828, 102]
article-paragraph: The Masterton Showgrounds was yesterday afternoon the scene of the annual football match between the Bank and Law Clerks and the Stock and Station Agent Clerks. In the first spell N. Chamberlain scored for the Banks and Law, R. McKenzie converting. In the second spell the Banks and Law scored 17 points. Tries were scored by N. Chamberlain, K. McKenzie, E. Houston, C. J. McKellar and Waddington, one of which R. McKenzie converted. The Stock and Station Agents scored 3 points (an unconverted try by A. E. Baker). The final scores were:—Bank and Law, 22; Stock and Station, 3.: [710, 552, 838, 700]
divider: [186, 768, 422, 769]
place-line: NEW YORK, September 1.: [200, 1067, 286, 1077]
letter-date: Masterton, September 2, 1909.: [848, 1362, 942, 1372]
advertisement-paragraph: For Chronic Chest Complaints, Woods' Great Peppermint Cure, 1s6 and 2s6.: [570, 1463, 700, 1483]
divider: [590, 1391, 680, 1392]
subhead: A DARING ROBBER.: [197, 806, 289, 817]
column-missing-waratah: [433, 36, 560, 1744]
innings-label: Second Innings.: [340, 1158, 389, 1168]
place-line: MELBOURNE, September 2.: [866, 132, 958, 142]
article-paragraph: During the practice of the French Northern Squadron off Cherbourg, on the west coast of France, the cruiser Gloire, through an error in direction, fired six shells at the cruiser Marseillaise.: [307, 1322, 422, 1378]
headline-mexico-flood: THE MEXICO FLOOD.: [720, 36, 828, 83]
advertisement-paragraph: Do not apply an ointment to a sore! It keeps back the poison. To wounds, bruises, sprains, burns, ulcers, eczema and other skin troubles APPLY SANDER'S EXTRACT—15 drops in a tablespoon of olive oil. The effect will surprise you. SANDER'S EXTRACT HEALS, because it is freed from the irritating constituents contained in other Eucalyptus preparations. It heals when others irritate.: [710, 1214, 838, 1316]
divider: [730, 1046, 818, 1047]
place-line: WELLINGTON, September 2.: [449, 644, 544, 654]
article-paragraph: Over one hundred were present at the smoke concert held in the evening in the Arcadia Tea Rooms, at which Mr G. C. Simmonds presided. The gathering took the form of the usual symposium, and many characteristic speeches were given, anecdotes related, and other appropriate items of music and song rendered. A very dainty repast was spread by Miss Finnie, who was accorded an enthusiastic vote at the conclusion. The toast and musical list was as follows:—"The King," the chairman; "The Legal Profession and Bankers," Chairman—Messrs H. C. Robinson and W. H. L. Galwey; "Stock and Station Agents," Mr C. A. Pharazyn—Mr J. D. Moodie and Mr D. Caselberg; "The Winning Team," Mr M. Eggleden—Mr R. McKenzie (captain winning team); "The Referee," Mr J. R. Henry—Mr R. Chapman; "Kindred Sports," Mr D. K. Logan—Mr Perry; "The Ladies," Mr A. R. Selanders; "The Press," Mr G. H. Cullen. During the evening Mr Brennan presided most ably at the piano, and songs were rendered by Messrs E. J. Mirams, G. C. Branson, E. H. Sharp, J. B. Moodie, F. H. Elcoate, W. Pownall, and P. L. Gaily.: [710, 774, 838, 1042]
divider: [868, 256, 956, 257]
headline-china-japan: CHINA AND JAPAN.: [9, 37, 173, 62]
score-row: [307, 1168, 422, 1177]
column-aerial-navigation: [570, 36, 700, 1744]
article-paragraph: The inventor must possess sufficient novelty to warrant the granting of letters patent.: [570, 355, 700, 383]
article-paragraph: There is great excitement and enthusiasm at Copenhagen, where Dr. Cook is expected on Saturday next.: [307, 377, 422, 414]
score-label: Extras: [309, 1195, 329, 1205]
divider: [28, 190, 154, 191]
place-line: MEXICO, September 1.: [737, 142, 811, 152]
byline: United Press Association—By Electric Telegraph Copyright.: [193, 830, 293, 846]
advertisement-paragraph: When we consider the danger that may ensue from the neglect of a cold, the importance of a remedy which will act as a certain preventive cannot be over-estimated. For this reason no household should be without a bottle of TUSSICURA, as a timely dose will not only afford relief, but will prevent disease obtaining a hold on the system.: [570, 1226, 700, 1309]
byline: United Press Association.—By Electric Telegraph Copyright.: [225, 193, 383, 200]
article-paragraph: Mrs James Jackson, senr., of Jackson's Bay, Tory Channel, is probably the oldest settler in the Marlborough district, as regards age, she having arrived in the district with her husband (Captain Jackson) in 1843 (says the 'Picton Press'). She has witnessed many strange happenings, among them, the swimming across Tory Channel of an indignant wahine who thus tried to punish her husband for a too strict adherence to the obey rule in the marriage contract. The wahine defied her tangata with strict glances and unholy objurgations from the opposite shore, lived on shellfish, and was quite ready to submit to terms when her husband paddled across to her, after a three days' trial of loneliness. Mrs Jackson also remembers a visit paid to the bay by the chief Rauparaha, after the Wairau massacre, when the party were on their way to the North Island, from Tua Marina. Mrs Jackson is, in fact, one of the most interesting old ladies in Marlborough.: [8, 796, 174, 972]
place-line: MELBOURNE, September 2.: [450, 103, 543, 113]
score-row: [307, 1131, 422, 1140]
article-paragraph: Subsequently the bag containing the thousand pounds was recovered. The highwayman had been unable to carry both bags, and had dropped the wrong one.: [186, 976, 300, 1023]
place-line: NAPIER, September 2.: [738, 237, 810, 247]
score-label: Foster, c Macartney, b Laver: [309, 1177, 396, 1187]
article-paragraph: One of the shells pierced the hull of the Marseillaise, and exploded, but the damage caused was slight.: [307, 1381, 422, 1409]
headline-cricket: CRICKET.: [312, 774, 417, 806]
section-heading-frozen-meat: FROZEN MEAT.: [739, 214, 809, 225]
article-paragraph: The Prime Minister, Mr Deakin, has promised to give full opportunity to discuss the financial as well as the practical side of the new naval proposals.: [848, 174, 976, 211]
section-heading-warship: WARSHIP DAMAGED.: [316, 1267, 413, 1278]
lower-section: [186, 774, 422, 1744]
place-line: MELBOURNE, September 2.: [589, 142, 681, 152]
section-heading-annual-football: ANNUAL FOOTBALL MATCH.: [727, 508, 821, 529]
headline-federal-politics: FEDERAL POLITICS.: [869, 36, 955, 83]
advertisement-paragraph: You cannot hear the great operatic stars, but the great composers of music may be your daily companions. All you want is a piano—a good piano. Inferior pianos are an irritation. The Dresden Piano Company stocks only good pianos, selected with special regard to New Zealand climate and conditions. The Dresden Company is absolutely straight in its dealings. That is principle. You can buy a piano on such easy terms that you will scarcely feel that you are paying for it. Mr M. J. Brookes is manager for the North Island. Local representative Mr T. B. Hunter.: [710, 1510, 838, 1648]
section-heading-personal: PERSONAL.: [64, 195, 118, 206]
place-line: WELLINGTON, September 2.: [44, 1005, 138, 1015]
article-paragraph: A fire at Krivoiroso, in the Kherson district, South Western Russia, destroyed four hundred and fifty buildings, and did damage to the amount of a million roubles (nearly £106 000).: [186, 1312, 300, 1368]
column-rule: [843, 36, 844, 1744]
article-paragraph: Bowling analysis—Laver, one wicket for 41; Cotter, 0 for 50; Armstrong, 0 for 38; Macartney, 0 for 14.: [307, 1219, 422, 1257]
article-paragraph: Earl Grey, Governor-General of Canada, while hunting alone in the woods at Jervis Inlet, British Columbia, lost his way at nightfall, and was bushed for five hours.: [433, 337, 560, 384]
divider: [206, 1191, 280, 1192]
divider: [206, 132, 402, 133]
